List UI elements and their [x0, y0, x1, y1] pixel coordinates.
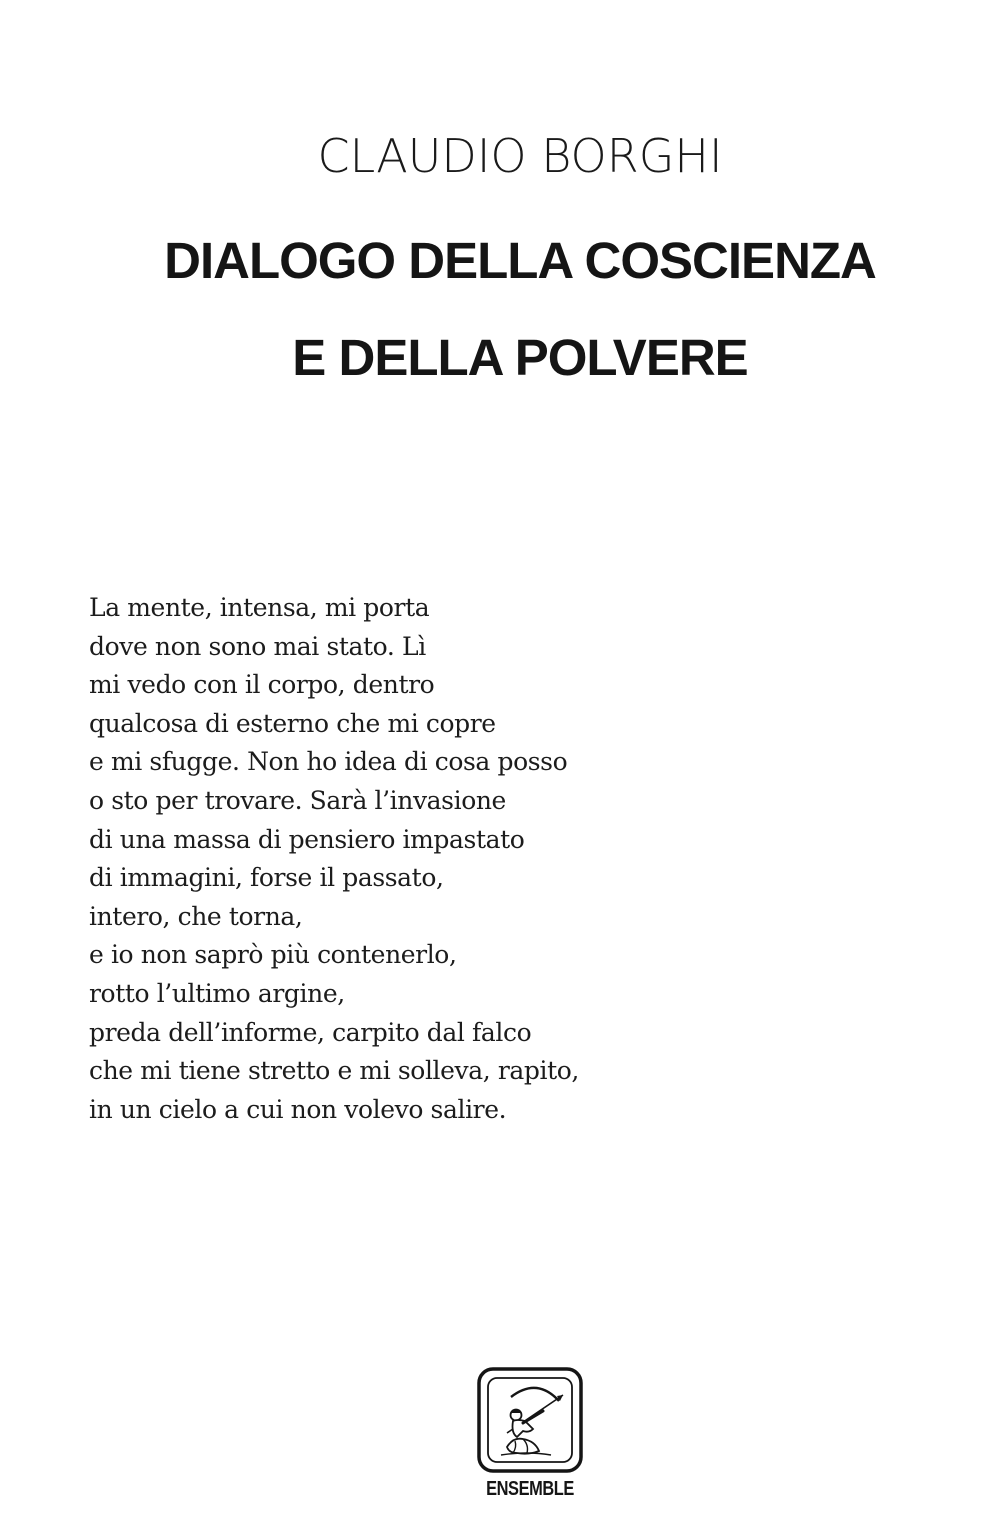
poem-verse: in un cielo a cui non volevo salire. — [89, 1094, 507, 1124]
poem-verse: e mi sfugge. Non ho idea di cosa posso — [89, 747, 568, 777]
poem-verse: La mente, intensa, mi porta — [89, 593, 430, 622]
archer-emblem-icon — [477, 1367, 583, 1473]
poem-verse: di una massa di pensiero impastato — [89, 824, 525, 854]
book-title — [20, 212, 1000, 406]
author-name: CLAUDIO BORGHI — [317, 129, 723, 183]
poem-verse: che mi tiene stretto e mi solleva, rapito, — [89, 1056, 579, 1086]
publisher-name: ENSEMBLE — [486, 1478, 574, 1500]
poem-verse: preda dell’informe, carpito dal falco — [89, 1017, 532, 1047]
poem-verse: e io non saprò più contenerlo, — [89, 940, 457, 970]
book-title-line: E DELLA POLVERE — [292, 329, 748, 386]
poem-verse: intero, che torna, — [89, 901, 303, 931]
poem-verse: qualcosa di esterno che mi copre — [89, 708, 496, 738]
poem-excerpt — [89, 589, 789, 1129]
poem-verse: rotto l’ultimo argine, — [89, 978, 345, 1008]
poem-verse: mi vedo con il corpo, dentro — [89, 670, 435, 700]
book-title-line: DIALOGO DELLA COSCIENZA — [164, 232, 876, 289]
poem-verse: di immagini, forse il passato, — [89, 863, 444, 893]
poem-verse: o sto per trovare. Sarà l’invasione — [89, 785, 506, 815]
poem-verse: dove non sono mai stato. Lì — [89, 631, 426, 661]
